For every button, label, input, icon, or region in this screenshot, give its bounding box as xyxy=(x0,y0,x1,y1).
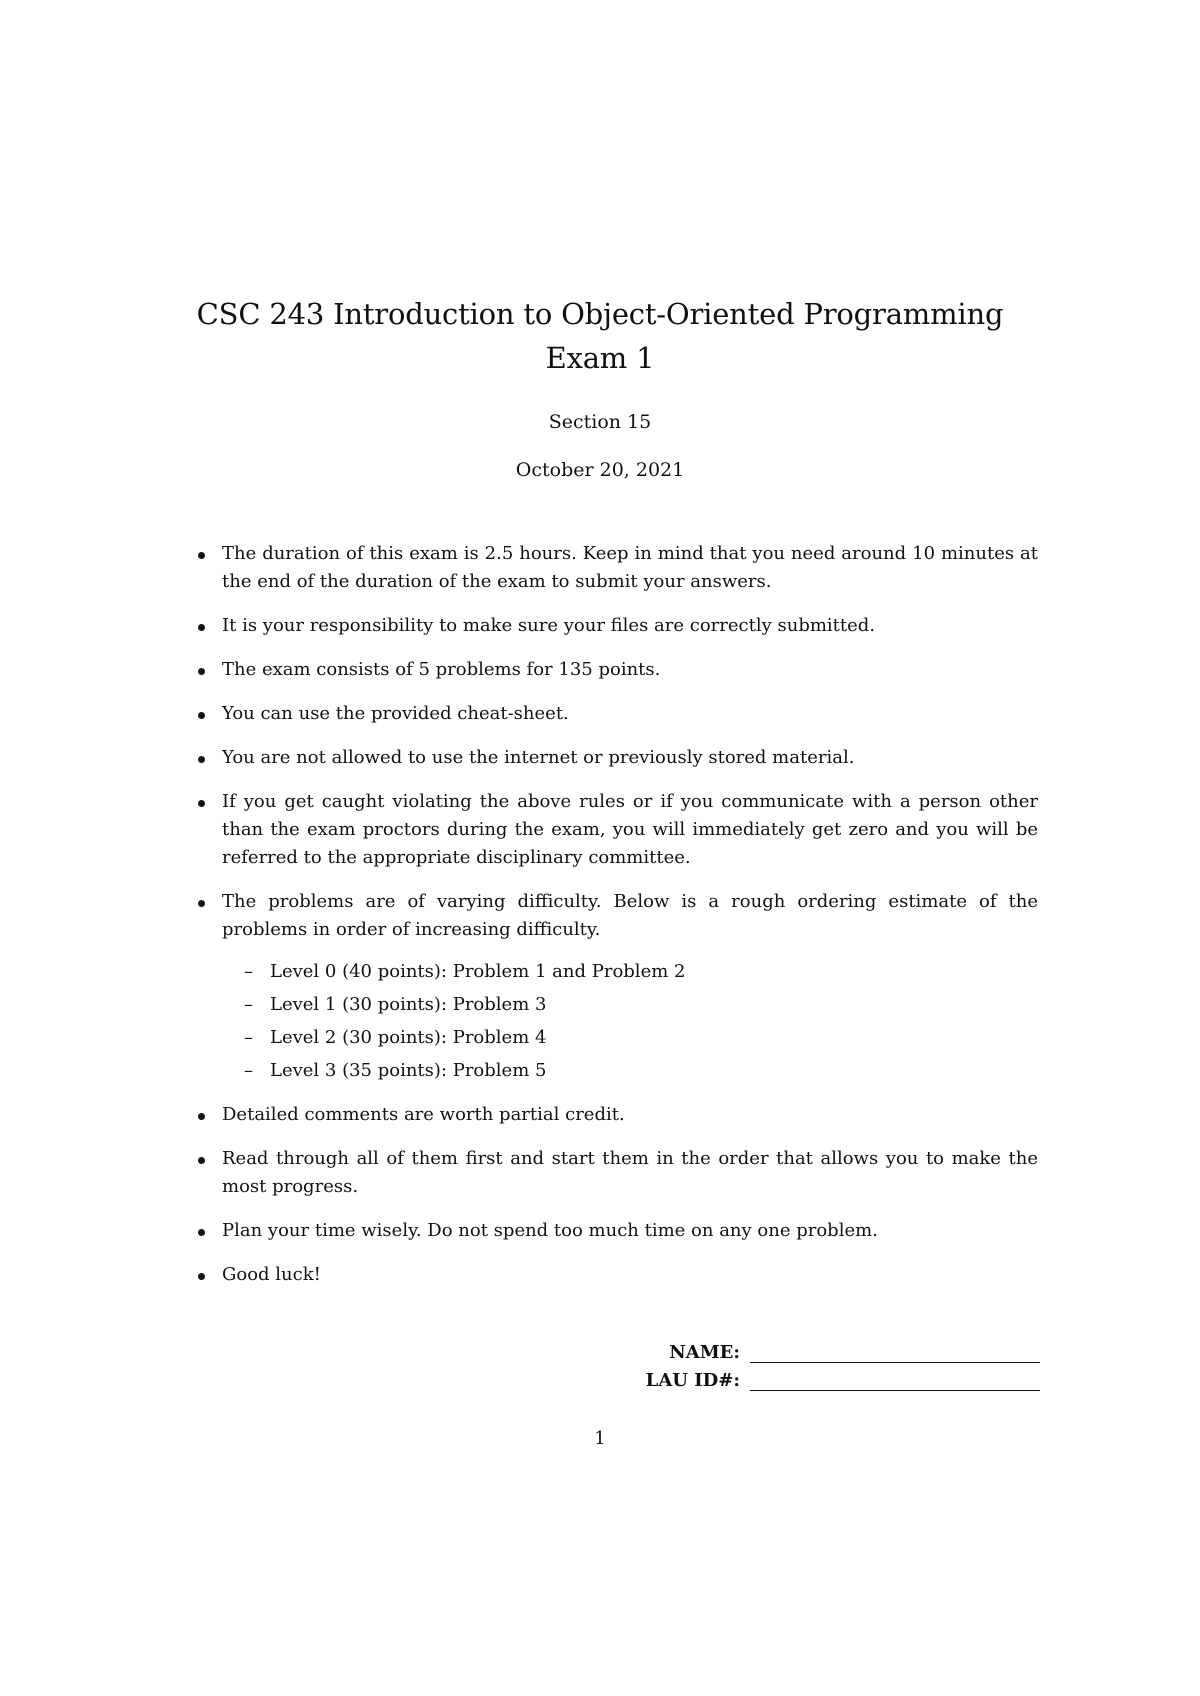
instruction-item: The duration of this exam is 2.5 hours. Keep in mind that you need around 10 minutes at the end of the duration of the exam to submit your answers. xyxy=(198,540,1038,596)
exam-date: October 20, 2021 xyxy=(515,459,685,481)
instruction-item: Read through all of them first and start them in the order that allows you to make the most progress. xyxy=(198,1145,1038,1201)
id-label: LAU ID#: xyxy=(645,1370,740,1391)
instruction-item: You can use the provided cheat-sheet. xyxy=(198,700,1038,728)
id-field-line[interactable] xyxy=(750,1370,1040,1391)
instruction-item: It is your responsibility to make sure your files are correctly submitted. xyxy=(198,612,1038,640)
difficulty-list xyxy=(222,958,1038,1085)
difficulty-item: – Level 0 (40 points): Problem 1 and Problem 2 xyxy=(222,958,1038,986)
difficulty-item: – Level 1 (30 points): Problem 3 xyxy=(222,991,1038,1019)
instruction-item: The exam consists of 5 problems for 135 points. xyxy=(198,656,1038,684)
instructions-list xyxy=(198,540,1038,1305)
instruction-item: You are not allowed to use the internet or previously stored material. xyxy=(198,744,1038,772)
id-row xyxy=(600,1363,1040,1391)
section-label: Section 15 xyxy=(548,411,652,433)
page-number: 1 xyxy=(594,1428,606,1449)
instruction-item: The problems are of varying difficulty. Below is a rough ordering estimate of the problems in order of increasing difficulty. – Level 0 (40 points): Problem 1 and Problem 2 – Level 1 (30 points): Problem 3 – Level 2 (30 points): Problem 4 – Level 3 (35 points): Problem 5 xyxy=(198,888,1038,1085)
title-block xyxy=(0,292,1200,482)
instruction-item: Plan your time wisely. Do not spend too much time on any one problem. xyxy=(198,1217,1038,1245)
instruction-item: Good luck! xyxy=(198,1261,1038,1289)
signature-block xyxy=(600,1335,1040,1391)
instruction-item: If you get caught violating the above rules or if you communicate with a person other than the exam proctors during the exam, you will immediately get zero and you will be referred to the appropriate disciplinary committee. xyxy=(198,788,1038,872)
difficulty-item: – Level 2 (30 points): Problem 4 xyxy=(222,1024,1038,1052)
course-title: CSC 243 Introduction to Object-Oriented Programming xyxy=(196,297,1004,331)
exam-title: Exam 1 xyxy=(545,341,655,375)
name-field-line[interactable] xyxy=(750,1342,1040,1363)
instruction-item: Detailed comments are worth partial credit. xyxy=(198,1101,1038,1129)
name-label: NAME: xyxy=(669,1342,740,1363)
name-row xyxy=(600,1335,1040,1363)
difficulty-item: – Level 3 (35 points): Problem 5 xyxy=(222,1057,1038,1085)
